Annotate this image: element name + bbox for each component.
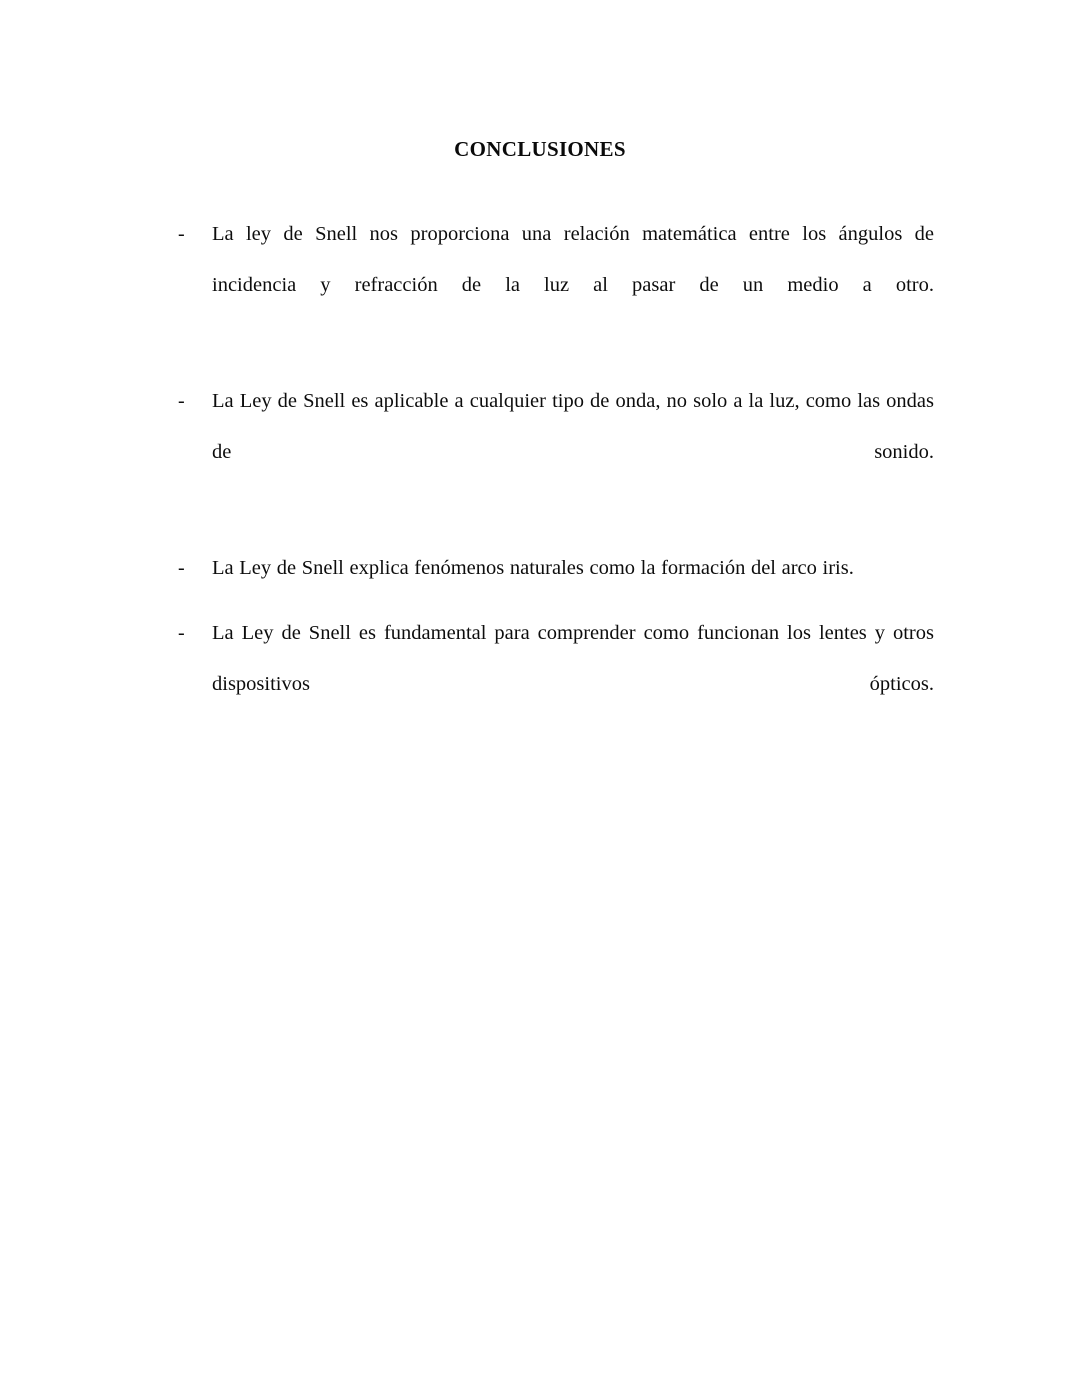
conclusion-text: La ley de Snell nos proporciona una relación matemática entre los ángulos de incidencia y refracción de la luz al pasar de un medio a otro. [212,223,934,296]
conclusion-text: La Ley de Snell explica fenómenos naturales como la formación del arco iris. [212,557,854,579]
page-title: CONCLUSIONES [454,137,626,162]
bullet-marker-icon: - [178,223,185,245]
list-item [178,209,934,362]
list-item [178,543,934,594]
list-item [178,608,934,761]
bullet-marker-icon: - [178,557,185,579]
list-item [178,376,934,529]
conclusion-text: La Ley de Snell es fundamental para comprender como funcionan los lentes y otros dispositivos ópticos. [212,622,934,695]
bullet-marker-icon: - [178,622,185,644]
bullet-marker-icon: - [178,390,185,412]
conclusions-list [178,209,934,775]
conclusion-text: La Ley de Snell es aplicable a cualquier tipo de onda, no solo a la luz, como las ondas de sonido. [212,390,934,463]
